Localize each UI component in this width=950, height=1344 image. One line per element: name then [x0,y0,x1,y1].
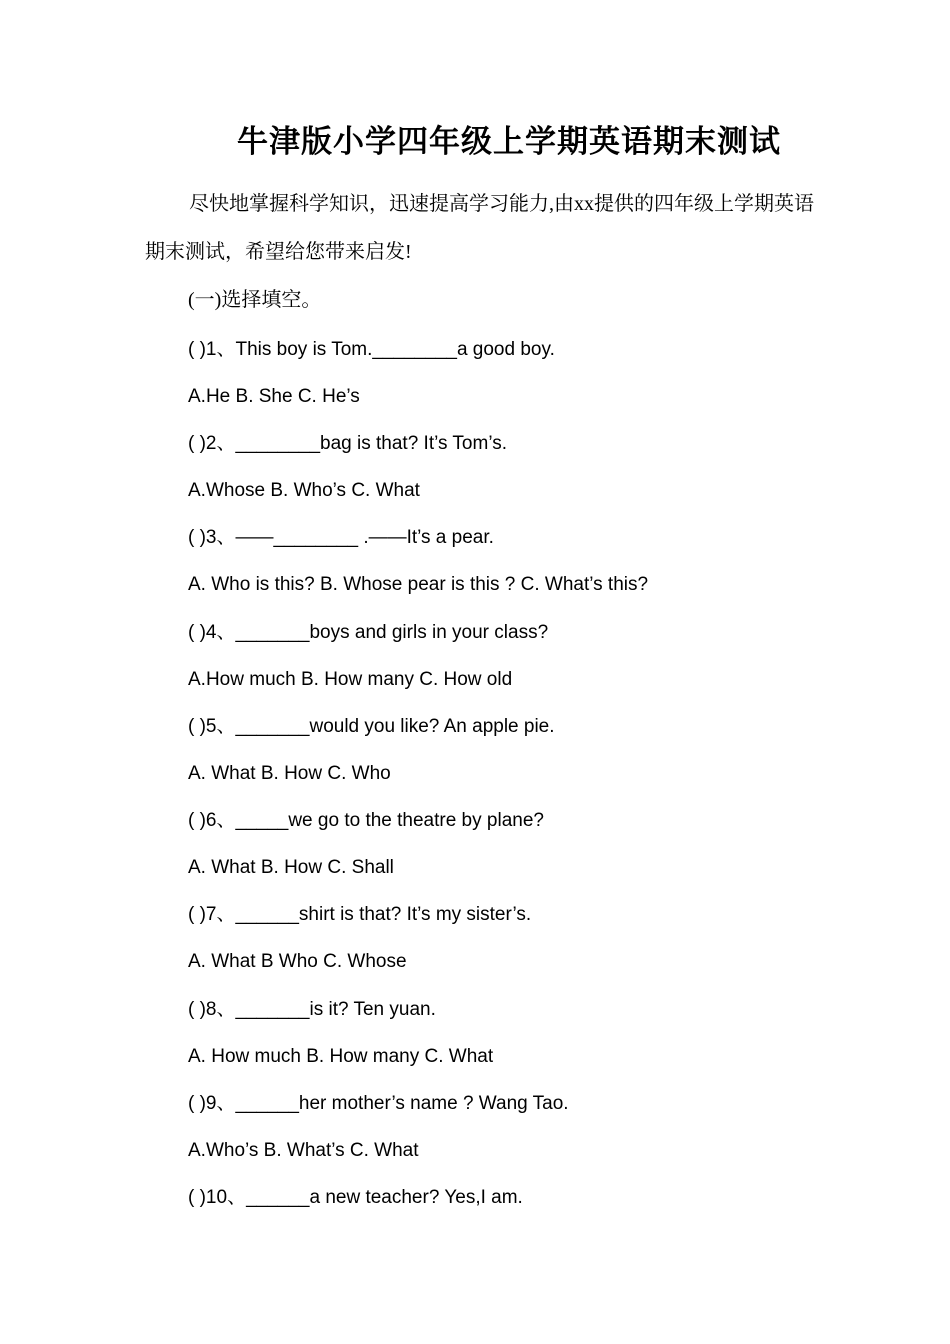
options-3: A. Who is this? B. Whose pear is this ? C. What’s this? [188,574,649,595]
options-1: A.He B. She C. He’s [188,386,360,407]
options-5: A. What B. How C. Who [188,763,391,784]
question-8: ( )8、_______is it? Ten yuan. [188,999,436,1020]
question-1: ( )1、This boy is Tom.________a good boy. [188,339,555,360]
section-heading: (一)选择填空。 [188,289,322,311]
options-7: A. What B Who C. Whose [188,951,407,972]
document-title: 牛津版小学四年级上学期英语期末测试 [237,124,781,160]
question-6: ( )6、_____we go to the theatre by plane? [188,810,544,831]
intro-paragraph: 尽快地掌握科学知识，迅速提高学习能力,由xx提供的四年级上学期英语期末测试，希望给您带来启发! [145,193,814,263]
question-7: ( )7、______shirt is that? It’s my sister’s. [188,904,532,925]
options-8: A. How much B. How many C. What [188,1046,494,1067]
question-10: ( )10、______a new teacher? Yes,I am. [188,1187,523,1208]
question-9: ( )9、______her mother’s name ? Wang Tao. [188,1093,569,1114]
options-9: A.Who’s B. What’s C. What [188,1140,419,1161]
options-4: A.How much B. How many C. How old [188,669,513,690]
question-4: ( )4、_______boys and girls in your class? [188,622,549,643]
question-2: ( )2、________bag is that? It’s Tom’s. [188,433,507,454]
question-5: ( )5、_______would you like? An apple pie. [188,716,555,737]
options-2: A.Whose B. Who’s C. What [188,480,420,501]
options-6: A. What B. How C. Shall [188,857,394,878]
question-3: ( )3、——________ .——It’s a pear. [188,527,494,548]
